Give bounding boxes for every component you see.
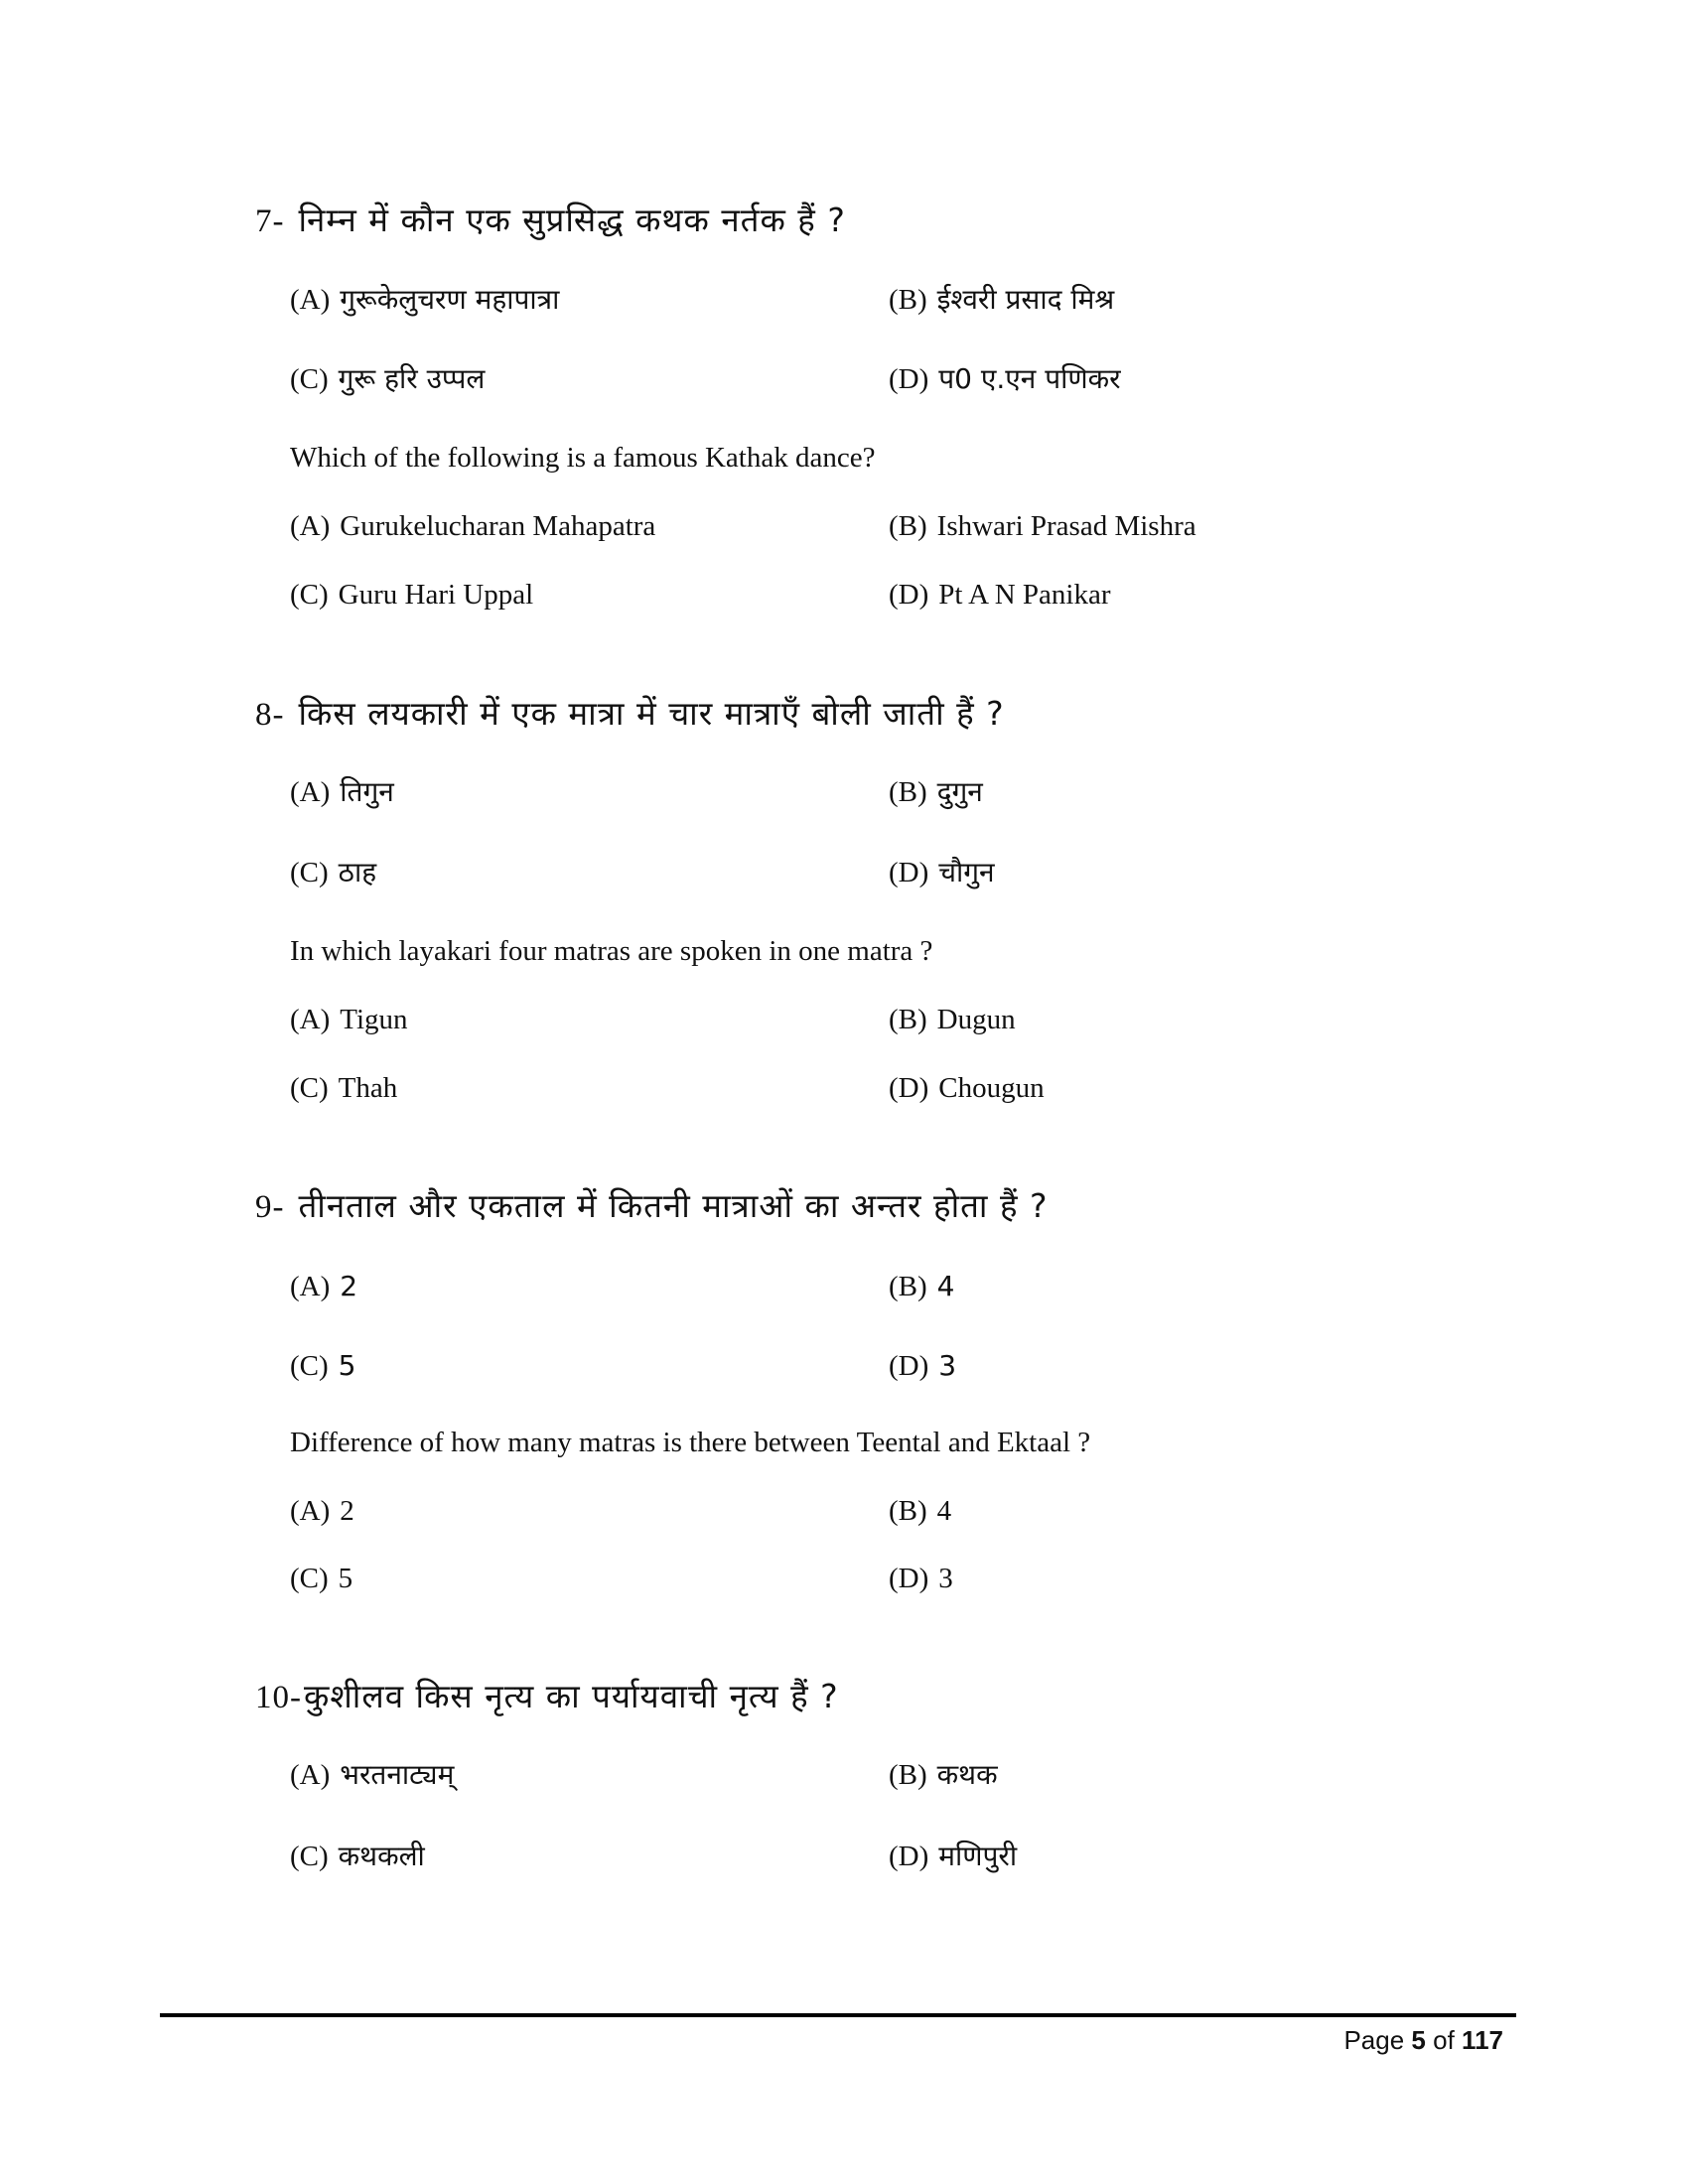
q10-hindi-option-a (290, 1758, 455, 1791)
question-text: कुशीलव किस नृत्य का पर्यायवाची नृत्य हैं ? (304, 1677, 839, 1715)
q7-hindi-option-b (889, 283, 1115, 316)
q7-hindi-option-a (290, 283, 560, 316)
q8-english-option-a (290, 1006, 408, 1034)
q9-english-option-a (290, 1497, 354, 1526)
option-text: ईश्वरी प्रसाद मिश्र (936, 283, 1115, 316)
option-label: (A) (290, 1271, 331, 1302)
question-8-hindi (255, 694, 1005, 733)
option-text: गुरूकेलुचरण महापात्रा (340, 283, 560, 316)
option-text: चौगुन (938, 856, 995, 888)
option-label: (A) (290, 284, 331, 316)
option-label: (D) (889, 1563, 929, 1594)
q8-hindi-option-a (290, 775, 394, 808)
option-label: (B) (889, 1271, 927, 1302)
q9-hindi-option-d (889, 1349, 957, 1382)
question-10-hindi (255, 1677, 839, 1715)
option-label: (D) (889, 363, 929, 395)
q10-hindi-option-b (889, 1758, 998, 1791)
option-text: Gurukelucharan Mahapatra (340, 510, 656, 542)
total-pages-number: 117 (1462, 2025, 1503, 2055)
question-7-english: Which of the following is a famous Kathak dance? (290, 442, 876, 474)
question-9-english: Difference of how many matras is there between Teental and Ektaal ? (290, 1427, 1091, 1458)
q8-english-option-d (889, 1074, 1045, 1103)
option-label: (C) (290, 1072, 329, 1104)
q8-english-option-c (290, 1074, 397, 1103)
q9-hindi-option-b (889, 1270, 955, 1302)
option-text: Pt A N Panikar (938, 579, 1111, 611)
option-text: कथकली (338, 1840, 425, 1872)
q10-hindi-option-c (290, 1840, 425, 1872)
option-label: (D) (889, 857, 929, 888)
option-label: (B) (889, 510, 927, 542)
option-label: (D) (889, 579, 929, 611)
option-text: तिगुन (340, 775, 394, 808)
q7-english-option-d (889, 581, 1110, 610)
q7-hindi-option-d (889, 362, 1121, 395)
question-number: 7- (255, 204, 285, 239)
option-label: (A) (290, 776, 331, 808)
q7-english-option-b (889, 512, 1196, 541)
option-label: (B) (889, 1004, 927, 1035)
option-text: 2 (340, 1270, 358, 1302)
option-label: (A) (290, 1759, 331, 1791)
option-label: (B) (889, 1759, 927, 1791)
q9-hindi-option-a (290, 1270, 358, 1302)
q7-english-option-c (290, 581, 533, 610)
option-label: (C) (290, 1563, 329, 1594)
q9-hindi-option-c (290, 1349, 356, 1382)
option-label: (C) (290, 363, 329, 395)
question-number: 9- (255, 1189, 285, 1225)
option-label: (A) (290, 510, 331, 542)
option-text: 4 (936, 1495, 952, 1527)
q9-english-option-c (290, 1565, 352, 1593)
question-text: किस लयकारी में एक मात्रा में चार मात्राएँ बोली जाती हैं ? (298, 694, 1005, 733)
option-text: 2 (340, 1495, 354, 1527)
current-page-number: 5 (1411, 2025, 1426, 2055)
option-label: (D) (889, 1072, 929, 1104)
question-7-hindi (255, 201, 846, 239)
option-label: (A) (290, 1004, 331, 1035)
option-text: Thah (338, 1072, 398, 1104)
question-text: तीनताल और एकताल में कितनी मात्राओं का अन्तर होता हैं ? (298, 1186, 1049, 1225)
q8-english-option-b (889, 1006, 1016, 1034)
option-text: Ishwari Prasad Mishra (936, 510, 1196, 542)
option-text: 5 (338, 1349, 356, 1382)
option-label: (A) (290, 1495, 331, 1527)
q8-hindi-option-d (889, 856, 995, 888)
option-text: भरतनाट्यम् (340, 1758, 455, 1791)
option-text: कथक (936, 1758, 998, 1791)
question-number: 10- (255, 1680, 302, 1715)
option-label: (C) (290, 1350, 329, 1382)
option-text: Dugun (936, 1004, 1016, 1035)
option-text: प0 ए.एन पणिकर (938, 362, 1121, 395)
q7-english-option-a (290, 512, 655, 541)
option-text: दुगुन (936, 775, 983, 808)
option-text: 4 (936, 1270, 955, 1302)
option-text: 5 (338, 1563, 353, 1594)
option-label: (B) (889, 1495, 927, 1527)
option-text: ठाह (338, 856, 377, 888)
question-number: 8- (255, 697, 285, 733)
q8-hindi-option-b (889, 775, 983, 808)
option-text: Tigun (340, 1004, 408, 1035)
option-label: (C) (290, 579, 329, 611)
option-text: मणिपुरी (938, 1840, 1018, 1872)
q9-english-option-b (889, 1497, 951, 1526)
option-text: 3 (938, 1349, 957, 1382)
option-label: (C) (290, 857, 329, 888)
option-text: Chougun (938, 1072, 1045, 1104)
page-word: Page (1343, 2025, 1405, 2055)
question-8-english: In which layakari four matras are spoken in one matra ? (290, 935, 933, 967)
option-text: Guru Hari Uppal (338, 579, 534, 611)
q10-hindi-option-d (889, 1840, 1018, 1872)
q9-english-option-d (889, 1565, 953, 1593)
option-text: गुरू हरि उप्पल (338, 362, 486, 395)
option-label: (B) (889, 284, 927, 316)
option-text: 3 (938, 1563, 953, 1594)
option-label: (D) (889, 1350, 929, 1382)
option-label: (C) (290, 1841, 329, 1872)
page-indicator (1343, 2025, 1503, 2056)
q8-hindi-option-c (290, 856, 377, 888)
question-text: निम्न में कौन एक सुप्रसिद्ध कथक नर्तक हैं ? (298, 201, 846, 239)
of-word: of (1433, 2025, 1455, 2055)
question-9-hindi (255, 1186, 1049, 1225)
option-label: (B) (889, 776, 927, 808)
footer-divider (160, 2013, 1516, 2017)
q7-hindi-option-c (290, 362, 486, 395)
option-label: (D) (889, 1841, 929, 1872)
